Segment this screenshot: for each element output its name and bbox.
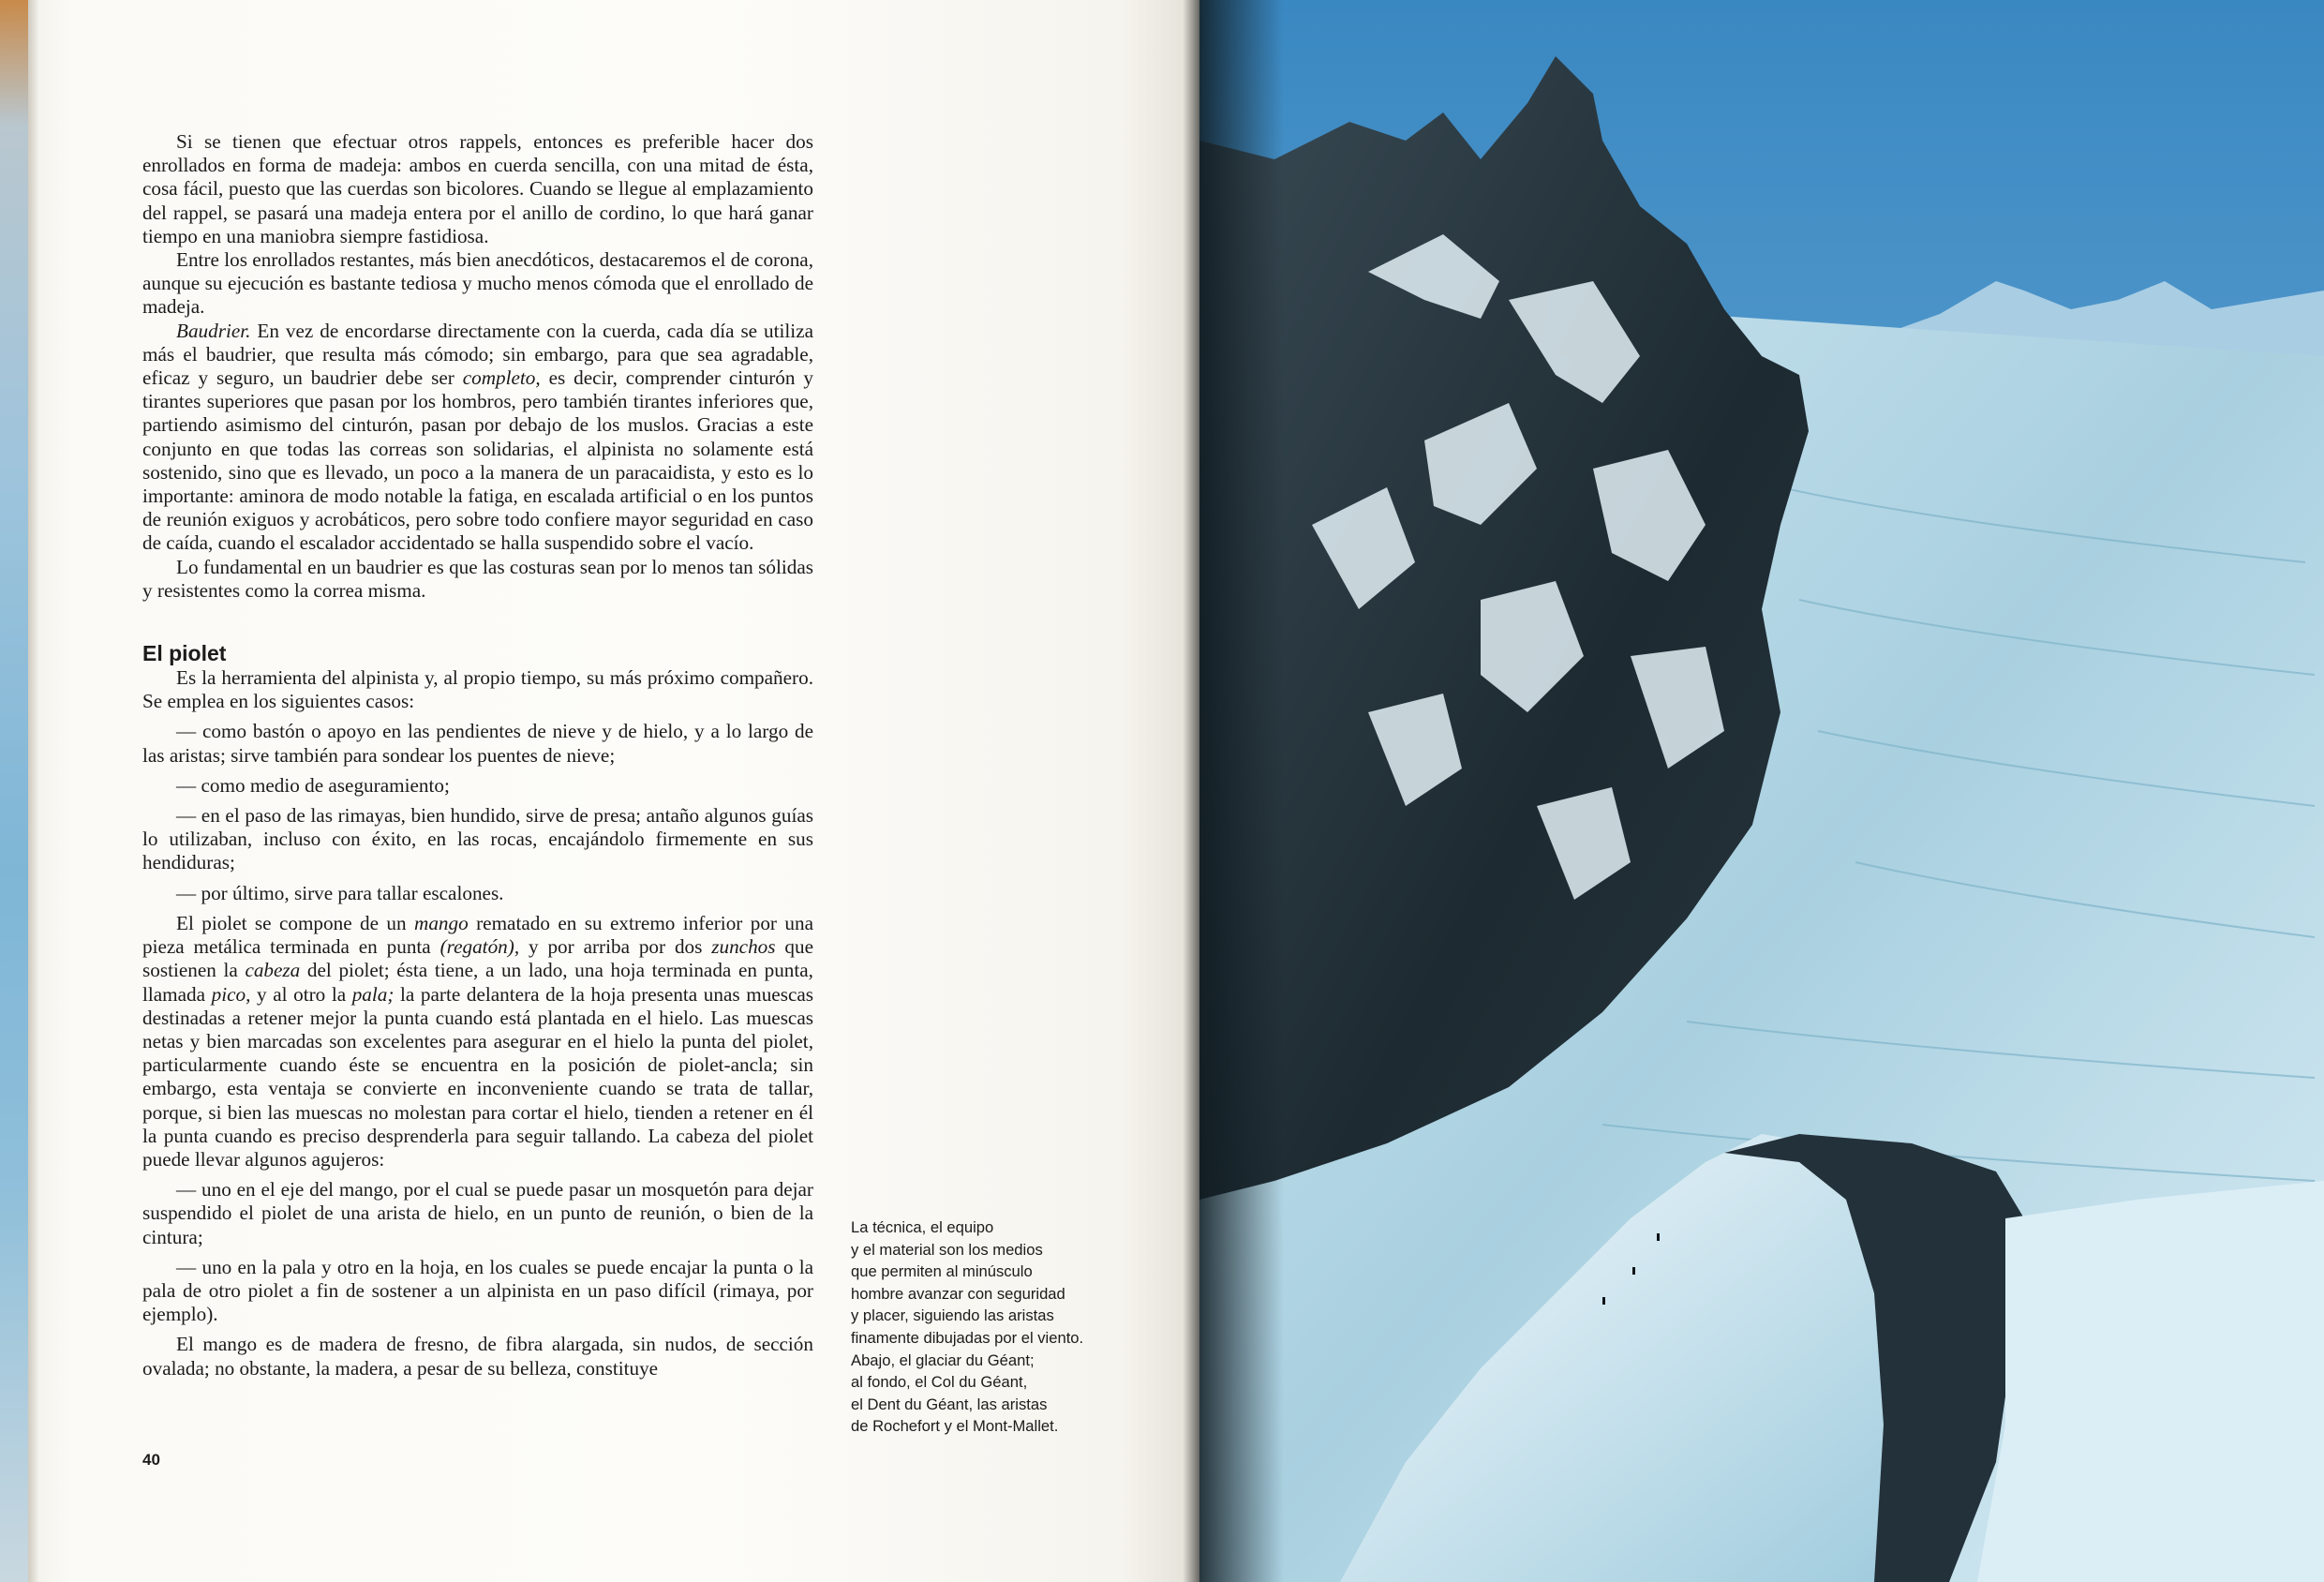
text-run: y al otro la — [250, 982, 352, 1006]
text-run: del piolet; ésta tiene, a un lado, una hoja terminada en punta, llamada — [142, 959, 813, 1006]
page-edge-shadow — [28, 0, 39, 1582]
paragraph-rappels: Si se tienen que efectuar otros rappels, entonces es preferible hacer dos enrollados en forma de madeja: ambos en cuerda sencilla, con una mitad de ésta, cosa fácil, puesto que las cuerdas son bicolores. Cuando se llegue al emplazamiento del rappel, se pasará una madeja entera por el anillo de cordino, lo que hará ganar tiempo en una maniobra siempre fastidiosa. — [142, 130, 813, 247]
section-title: El piolet — [142, 641, 227, 666]
baudrier-lead: Baudrier. — [176, 319, 251, 342]
text-run: la parte delantera de la hoja presenta unas muescas destinadas a retener mejor la punta cuando está plantada en el hielo. Las muescas netas y bien marcadas son excelentes para asegurar en el hielo la punta del piolet, particularmente cuando éste se encuentra en la posición de piolet-ancla; sin embargo, esta ventaja se convierte en inconveniente cuando se trata de tallar, porque, si bien las muescas no molestan para cortar el hielo, tienden a retener en él la punta cuando es preciso desprenderla para seguir tallando. La cabeza del piolet puede llevar algunos agujeros: — [142, 982, 813, 1171]
previous-page-edge — [0, 0, 28, 1582]
body-text — [142, 130, 813, 1381]
paragraph-piolet-intro: Es la herramienta del alpinista y, al propio tiempo, su más próximo compañero. Se emplea en los siguientes casos: — [142, 666, 813, 713]
text-run: rematado en su extremo inferior por una pieza metálica terminada en punta — [142, 911, 813, 959]
list-item: — uno en la pala y otro en la hoja, en los cuales se puede encajar la punta o la pala de otro piolet a fin de sostener a un alpinista en un paso difícil (rimaya, por ejemplo). — [142, 1255, 813, 1326]
list-item: — en el paso de las rimayas, bien hundido, sirve de presa; antaño algunos guías lo utilizaban, incluso con éxito, en las rocas, encajándolo firmemente en sus hendiduras; — [142, 804, 813, 874]
page-number: 40 — [142, 1451, 160, 1469]
paragraph-composition — [142, 912, 813, 1172]
list-item: — como medio de aseguramiento; — [176, 773, 450, 797]
paragraph-mango: El mango es de madera de fresno, de fibra alargada, sin nudos, de sección ovalada; no obstante, la madera, a pesar de su belleza, constituye — [142, 1333, 813, 1380]
term-zunchos: zunchos — [711, 935, 776, 959]
term-cabeza: cabeza — [245, 959, 301, 982]
list-item: — uno en el eje del mango, por el cual se puede pasar un mosquetón para dejar suspendido el piolet de una arista de hielo, en un punto de reunión, o bien de la cintura; — [142, 1178, 813, 1248]
term-pala: pala; — [351, 982, 395, 1006]
list-item: — como bastón o apoyo en las pendientes de nieve y de hielo, y a lo largo de las aristas; sirve también para sondear los puentes de nieve; — [142, 720, 813, 767]
photo-caption: La técnica, el equipo y el material son los medios que permiten al minúsculo hombre avanzar con seguridad y placer, siguiendo las aristas finamente dibujadas por el viento. Abajo, el glaciar du Géant; al fondo, el Col du Géant, el Dent du Géant, las aristas de Rochefort y el Mont-Mallet. — [851, 1218, 1084, 1436]
baudrier-emphasis: completo, — [462, 366, 541, 390]
list-item: — por último, sirve para tallar escalones. — [176, 881, 504, 904]
mountain-photo-image — [1199, 0, 2324, 1582]
term-mango: mango — [414, 911, 469, 934]
text-run: y por arriba por dos — [519, 935, 712, 959]
term-pico: pico, — [211, 982, 251, 1006]
text-run: que sostienen la — [142, 935, 813, 982]
mountain-photograph — [1199, 0, 2324, 1582]
baudrier-text-2: es decir, comprender cinturón y tirantes superiores que pasan por los hombros, pero también tirantes inferiores que, partiendo asimismo del cinturón, pasan por debajo de los muslos. Gracias a este conjunto en que todas las correas son solidarias, el alpinista no solamente está sostenido, sino que es llevado, un poco a la manera de un paracaidista, y esto es lo importante: aminora de modo notable la fatiga, en escalada artificial o en los puntos de reunión exiguos y acrobáticos, pero sobre todo confiere mayor seguridad en caso de caída, cuando el escalador accidentado se halla suspendido sobre el vacío. — [142, 366, 813, 555]
text-run: El piolet se compone de un — [176, 911, 415, 934]
paragraph-costuras: Lo fundamental en un baudrier es que las costuras sean por lo menos tan sólidas y resistentes como la correa misma. — [142, 555, 813, 602]
baudrier-text-1: En vez de encordarse directamente con la cuerda, cada día se utiliza más el baudrier, que resulta más cómodo; sin embargo, para que sea agradable, eficaz y seguro, un baudrier debe ser — [142, 319, 813, 390]
paragraph-baudrier — [142, 320, 813, 556]
term-regaton: (regatón), — [439, 935, 520, 959]
paragraph-enrollados: Entre los enrollados restantes, más bien anecdóticos, destacaremos el de corona, aunque su ejecución es bastante tediosa y mucho menos cómoda que el enrollado de madeja. — [142, 248, 813, 319]
